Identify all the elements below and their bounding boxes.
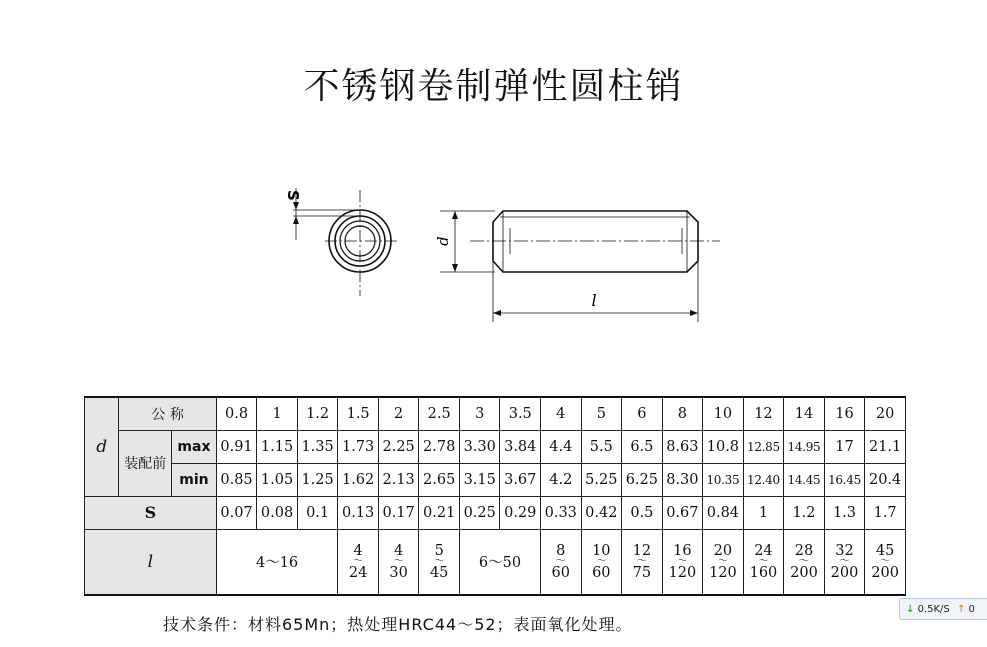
max-cell: 3.84 [500,430,541,463]
nominal-cell: 1.5 [338,397,379,430]
s-cell: 0.5 [622,496,663,529]
min-cell: 12.40 [743,463,784,496]
s-cell: 0.1 [297,496,338,529]
table-row-max [85,430,906,463]
l-header: l [85,529,217,595]
max-cell: 5.5 [581,430,622,463]
l-from: 32 [835,542,854,559]
l-cell [378,529,419,595]
min-cell: 3.15 [459,463,500,496]
technical-conditions: 技术条件：材料65Mn；热处理HRC44～52；表面氧化处理。 [163,615,633,634]
max-header: max [172,430,217,463]
s-cell: 0.25 [459,496,500,529]
tilde: ～ [880,555,891,567]
s-cell: 1 [743,496,784,529]
l-to: 45 [429,564,449,581]
max-cell: 1.15 [257,430,298,463]
max-cell: 10.8 [703,430,744,463]
max-cell: 8.63 [662,430,703,463]
l-cell [703,529,744,595]
tilde: ～ [555,555,566,567]
max-cell: 12.85 [743,430,784,463]
s-cell: 0.29 [500,496,541,529]
tilde: ～ [758,555,769,567]
min-cell: 8.30 [662,463,703,496]
min-header: min [172,463,217,496]
l-from: 20 [713,542,733,559]
l-cell [622,529,663,595]
l-from: 12 [632,542,652,559]
min-cell: 10.35 [703,463,744,496]
tilde: ～ [717,555,728,567]
nominal-cell: 1 [257,397,298,430]
max-cell: 21.1 [865,430,906,463]
s-cell: 0.08 [257,496,298,529]
s-cell: 0.67 [662,496,703,529]
arrow-down-icon: ↓ [906,604,915,615]
l-cell [419,529,460,595]
nominal-cell: 14 [784,397,825,430]
table-row-min [85,463,906,496]
l-range-cell: 4～16 [216,529,338,595]
nominal-cell: 1.2 [297,397,338,430]
l-to: 160 [749,564,778,581]
nominal-cell: 12 [743,397,784,430]
d-header: d [85,397,119,496]
l-to: 60 [551,564,570,581]
tilde: ～ [677,555,688,567]
nominal-cell: 8 [662,397,703,430]
max-cell: 4.4 [541,430,582,463]
dim-l-label: l [591,291,597,310]
l-from: 45 [875,542,895,559]
tilde: ～ [434,555,445,567]
network-speed-widget [899,598,987,620]
nominal-header: 公 称 [119,397,216,430]
l-cell [541,529,582,595]
l-from: 4 [353,542,363,559]
max-cell: 14.95 [784,430,825,463]
l-cell [743,529,784,595]
s-header: S [85,496,217,529]
dim-s-label: S [284,190,302,201]
l-cell [865,529,906,595]
l-from: 24 [754,542,773,559]
l-to: 120 [709,564,737,581]
dim-d-label: d [434,236,452,246]
tilde: ～ [596,555,607,567]
min-cell: 20.4 [865,463,906,496]
max-cell: 2.78 [419,430,460,463]
side-view [440,211,720,322]
l-cell [824,529,865,595]
nominal-cell: 16 [824,397,865,430]
s-cell: 0.33 [541,496,582,529]
l-to: 200 [871,564,899,581]
l-range-cell: 6～50 [459,529,540,595]
l-from: 28 [794,542,814,559]
l-to: 60 [592,564,611,581]
spec-table [84,396,906,596]
s-cell: 0.07 [216,496,257,529]
nominal-cell: 2.5 [419,397,460,430]
min-cell: 14.45 [784,463,825,496]
min-cell: 1.62 [338,463,379,496]
min-cell: 2.13 [378,463,419,496]
min-cell: 0.85 [216,463,257,496]
nominal-cell: 10 [703,397,744,430]
download-speed: 0.5K/S [917,604,950,615]
l-to: 200 [790,564,818,581]
l-cell [338,529,379,595]
l-to: 30 [389,564,408,581]
s-cell: 0.84 [703,496,744,529]
table-row-nominal [85,397,906,430]
min-cell: 5.25 [581,463,622,496]
l-cell [784,529,825,595]
tilde: ～ [353,555,364,567]
nominal-cell: 6 [622,397,663,430]
s-cell: 0.21 [419,496,460,529]
max-cell: 6.5 [622,430,663,463]
l-from: 16 [673,542,692,559]
table-row-l [85,529,906,595]
nominal-cell: 2 [378,397,419,430]
s-cell: 1.2 [784,496,825,529]
max-cell: 1.35 [297,430,338,463]
min-cell: 2.65 [419,463,460,496]
nominal-cell: 3 [459,397,500,430]
s-cell: 0.13 [338,496,379,529]
max-cell: 1.73 [338,430,379,463]
l-cell [662,529,703,595]
max-cell: 17 [824,430,865,463]
min-cell: 1.05 [257,463,298,496]
l-cell [581,529,622,595]
l-from: 10 [592,542,611,559]
l-to: 75 [632,564,652,581]
tilde: ～ [839,555,850,567]
tilde: ～ [393,555,404,567]
min-cell: 16.45 [824,463,865,496]
max-cell: 0.91 [216,430,257,463]
l-to: 24 [348,564,368,581]
nominal-cell: 0.8 [216,397,257,430]
min-cell: 1.25 [297,463,338,496]
l-from: 5 [434,542,444,559]
l-to: 120 [668,564,697,581]
min-cell: 3.67 [500,463,541,496]
l-to: 200 [830,564,859,581]
min-cell: 6.25 [622,463,663,496]
l-from: 8 [556,542,566,559]
nominal-cell: 20 [865,397,906,430]
min-cell: 4.2 [541,463,582,496]
s-cell: 1.3 [824,496,865,529]
table-row-s [85,496,906,529]
tilde: ～ [636,555,647,567]
tilde: ～ [798,555,809,567]
l-from: 4 [394,542,404,559]
nominal-cell: 3.5 [500,397,541,430]
max-cell: 2.25 [378,430,419,463]
max-cell: 3.30 [459,430,500,463]
nominal-cell: 4 [541,397,582,430]
s-cell: 0.42 [581,496,622,529]
arrow-up-icon: ↑ [956,604,966,615]
s-cell: 1.7 [865,496,906,529]
s-cell: 0.17 [378,496,419,529]
nominal-cell: 5 [581,397,622,430]
end-view [293,188,400,296]
upload-speed: 0 [968,604,975,615]
page-title: 不锈钢卷制弹性圆柱销 [303,66,684,107]
before-assembly-header: 装配前 [119,430,172,496]
